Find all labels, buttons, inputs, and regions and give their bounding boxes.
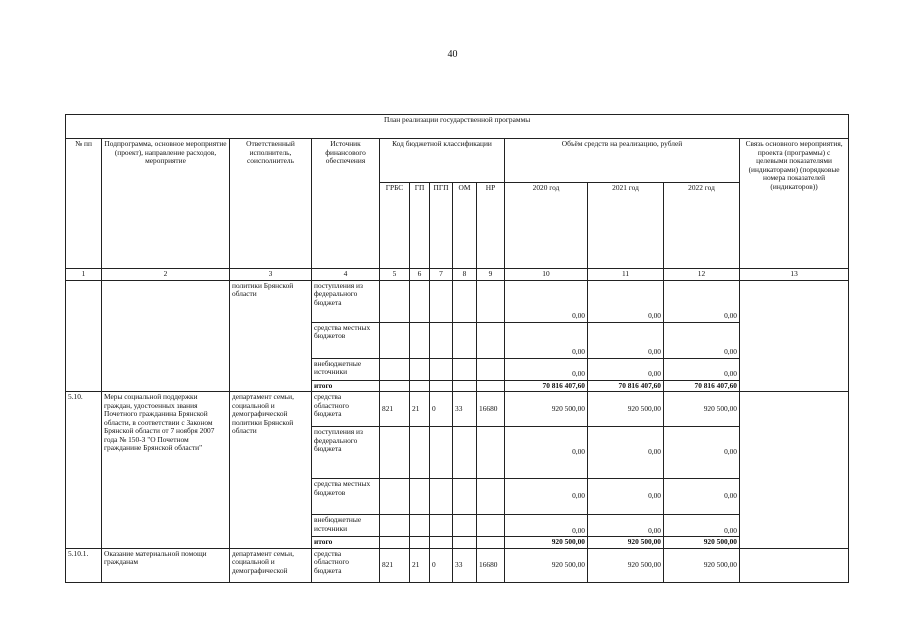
header-link: Связь основного мероприятия, проекта (программы) с целевыми показателями (индикаторами) (порядковые номера показателей (индикаторов)): [740, 139, 849, 269]
col-number: 4: [312, 269, 380, 281]
value-2022: 70 816 407,60: [664, 380, 740, 392]
value-2021: 70 816 407,60: [588, 380, 664, 392]
value-2021: 0,00: [588, 427, 664, 479]
header-subprogram: Подпрограмма, основное мероприятие (проект), направление расходов, мероприятие: [102, 139, 230, 269]
table-title: План реализации государственной программы: [66, 115, 849, 139]
header-volume: Объём средств на реализацию, рублей: [505, 139, 740, 183]
header-2021: 2021 год: [588, 183, 664, 269]
value-2022: 920 500,00: [664, 548, 740, 582]
value-2021: 920 500,00: [588, 392, 664, 427]
cell-empty: [66, 280, 102, 392]
source-cell: средства областного бюджета: [312, 548, 380, 582]
source-cell: итого: [312, 537, 380, 549]
header-num: № пп: [66, 139, 102, 269]
value-2022: 0,00: [664, 515, 740, 537]
table-row: [66, 392, 849, 427]
col-number: 10: [505, 269, 588, 281]
value-2020: 0,00: [505, 427, 588, 479]
cell-empty: [740, 392, 849, 549]
col-number: 13: [740, 269, 849, 281]
header-pgp: ПГП: [430, 183, 453, 269]
value-2021: 0,00: [588, 515, 664, 537]
col-number: 12: [664, 269, 740, 281]
value-2020: 920 500,00: [505, 392, 588, 427]
cont-responsible: политики Брянской области: [230, 280, 312, 392]
col-number: 5: [380, 269, 410, 281]
row-number: 5.10.: [66, 392, 102, 549]
responsible-cell: департамент семьи, социальной и демографической: [230, 548, 312, 582]
value-2021: 0,00: [588, 358, 664, 380]
header-grbs: ГРБС: [380, 183, 410, 269]
header-om: ОМ: [453, 183, 477, 269]
nr-cell: 16680: [477, 548, 505, 582]
value-2022: 0,00: [664, 358, 740, 380]
cell-empty: [102, 280, 230, 392]
source-cell: внебюджетные источники: [312, 358, 380, 380]
col-number: 2: [102, 269, 230, 281]
col-number: 3: [230, 269, 312, 281]
col-number: 11: [588, 269, 664, 281]
cell-empty: [740, 548, 849, 582]
header-nr: НР: [477, 183, 505, 269]
col-number: 8: [453, 269, 477, 281]
col-number: 1: [66, 269, 102, 281]
header-gp: ГП: [410, 183, 430, 269]
value-2022: 0,00: [664, 280, 740, 322]
col-number: 7: [430, 269, 453, 281]
value-2022: 920 500,00: [664, 537, 740, 549]
value-2020: 70 816 407,60: [505, 380, 588, 392]
om-cell: 33: [453, 548, 477, 582]
value-2021: 0,00: [588, 280, 664, 322]
value-2022: 0,00: [664, 479, 740, 515]
pgp-cell: 0: [430, 548, 453, 582]
subprogram-cell: Меры социальной поддержки граждан, удостоенных звания Почетного гражданина Брянской области, в соответствии с Законом Брянской области от 7 ноября 2007 года № 150-З "О Почетном гражданине Брянской области": [102, 392, 230, 549]
value-2020: 0,00: [505, 358, 588, 380]
value-2020: 0,00: [505, 479, 588, 515]
header-2020: 2020 год: [505, 183, 588, 269]
value-2021: 0,00: [588, 479, 664, 515]
om-cell: 33: [453, 392, 477, 427]
gp-cell: 21: [410, 548, 430, 582]
value-2021: 920 500,00: [588, 548, 664, 582]
row-number: 5.10.1.: [66, 548, 102, 582]
value-2022: 0,00: [664, 322, 740, 358]
value-2020: 920 500,00: [505, 548, 588, 582]
header-budget-code: Код бюджетной классификации: [380, 139, 505, 183]
table-row: [66, 548, 849, 582]
source-cell: средства местных бюджетов: [312, 322, 380, 358]
column-numbers-row: [66, 269, 849, 281]
gp-cell: 21: [410, 392, 430, 427]
source-cell: итого: [312, 380, 380, 392]
subprogram-cell: Оказание материальной помощи гражданам: [102, 548, 230, 582]
value-2021: 0,00: [588, 322, 664, 358]
page-number: 40: [447, 49, 458, 60]
cell-empty: [740, 280, 849, 392]
value-2020: 0,00: [505, 280, 588, 322]
grbs-cell: 821: [380, 548, 410, 582]
table-row: [66, 280, 849, 322]
value-2022: 920 500,00: [664, 392, 740, 427]
pgp-cell: 0: [430, 392, 453, 427]
value-2021: 920 500,00: [588, 537, 664, 549]
header-2022: 2022 год: [664, 183, 740, 269]
header-source: Источник финансового обеспечения: [312, 139, 380, 269]
nr-cell: 16680: [477, 392, 505, 427]
value-2022: 0,00: [664, 427, 740, 479]
value-2020: 920 500,00: [505, 537, 588, 549]
col-number: 6: [410, 269, 430, 281]
responsible-cell: департамент семьи, социальной и демографической политики Брянской области: [230, 392, 312, 549]
source-cell: внебюджетные источники: [312, 515, 380, 537]
source-cell: поступления из федерального бюджета: [312, 427, 380, 479]
grbs-cell: 821: [380, 392, 410, 427]
source-cell: средства областного бюджета: [312, 392, 380, 427]
col-number: 9: [477, 269, 505, 281]
header-responsible: Ответственный исполнитель, соисполнитель: [230, 139, 312, 269]
value-2020: 0,00: [505, 322, 588, 358]
source-cell: поступления из федерального бюджета: [312, 280, 380, 322]
program-plan-table: [65, 114, 849, 583]
value-2020: 0,00: [505, 515, 588, 537]
source-cell: средства местных бюджетов: [312, 479, 380, 515]
